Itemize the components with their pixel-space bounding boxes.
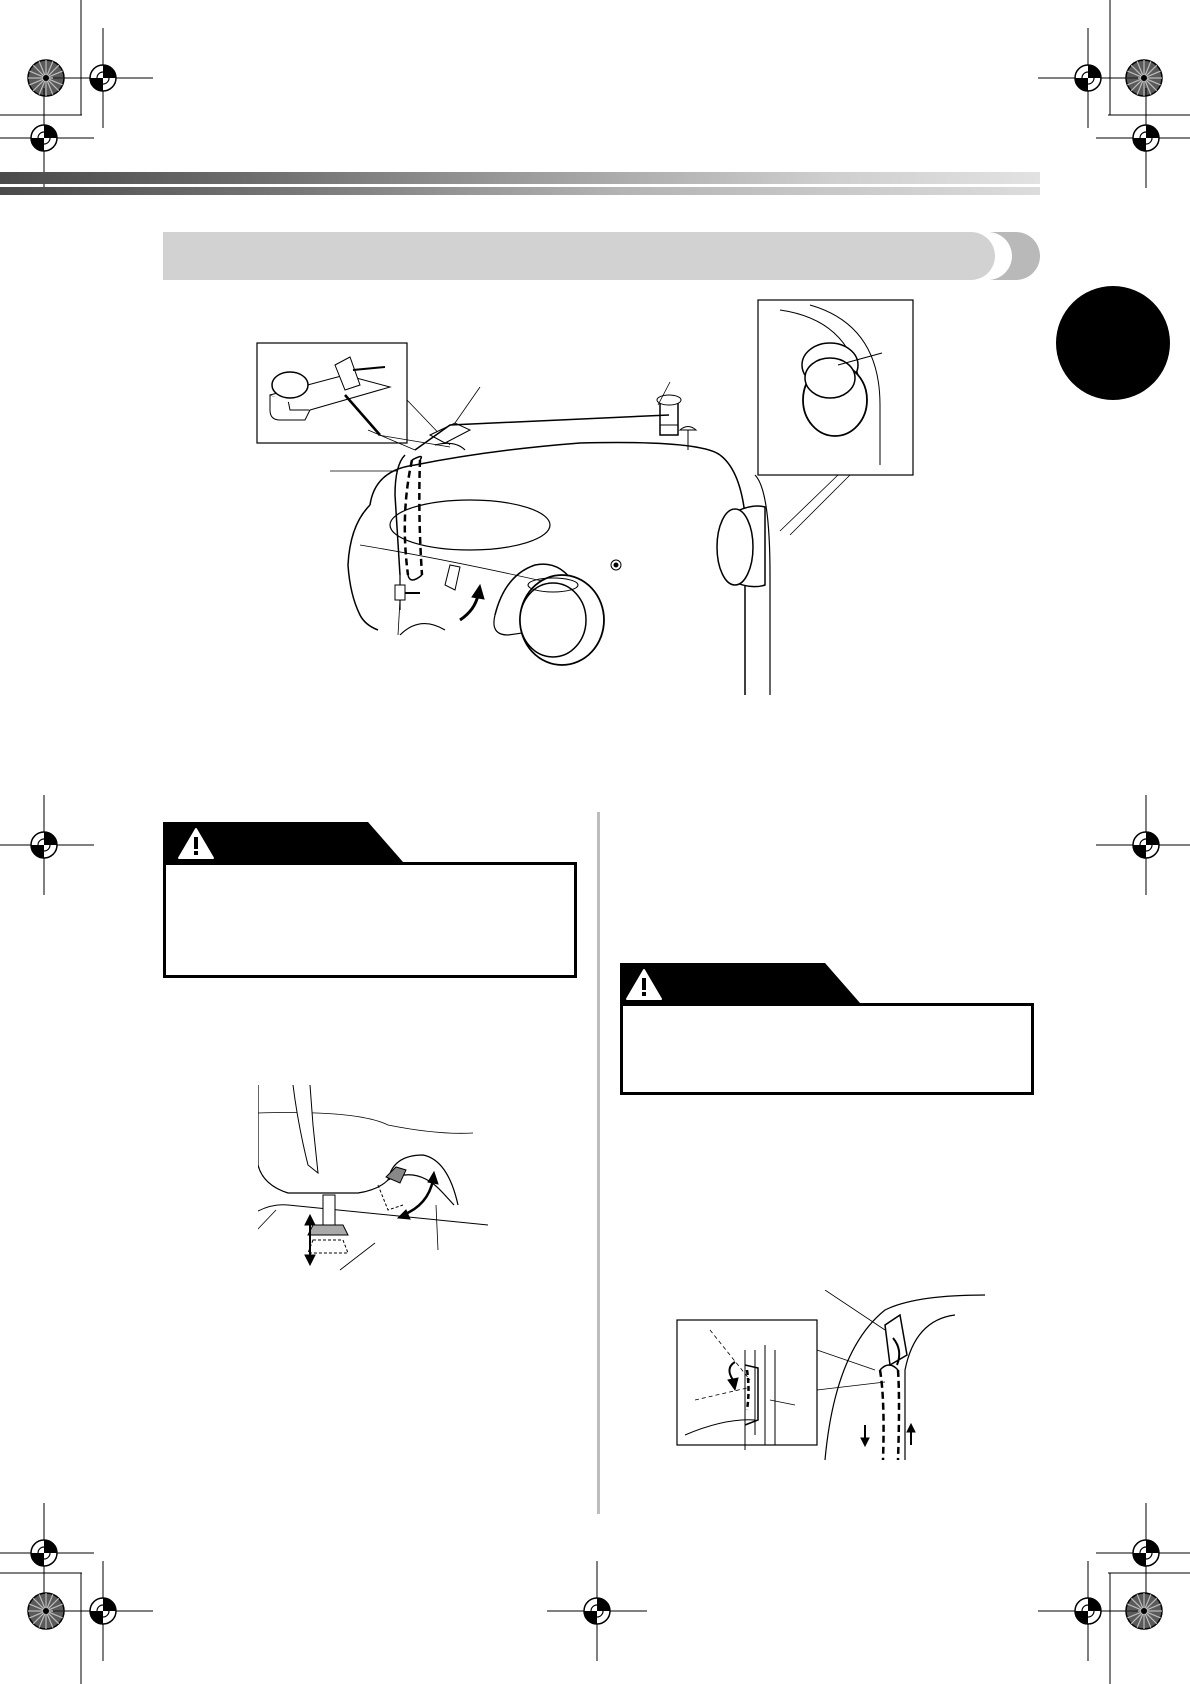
warning-box-right — [620, 1003, 1034, 1095]
warning-box-left — [163, 862, 577, 978]
needle-bar-guide-illustration — [675, 1290, 1005, 1460]
warning-header-right — [620, 963, 860, 1003]
crosshair-target-icon — [0, 1503, 94, 1603]
crosshair-target-icon — [0, 795, 94, 895]
thread-guide-inset — [257, 343, 450, 447]
crosshair-target-icon — [1096, 795, 1190, 895]
crosshair-target-icon — [1038, 1561, 1138, 1661]
crosshair-target-icon — [53, 1561, 153, 1661]
bobbin-winder-inset — [758, 300, 913, 535]
column-divider — [597, 812, 600, 1514]
crosshair-target-icon — [1038, 28, 1138, 128]
crosshair-target-icon — [547, 1561, 647, 1661]
crosshair-target-icon — [53, 28, 153, 128]
section-header-bar — [163, 232, 1043, 280]
presser-foot-illustration — [258, 1085, 488, 1275]
threading-path-illustration — [250, 275, 1190, 715]
warning-header-left — [163, 822, 403, 862]
